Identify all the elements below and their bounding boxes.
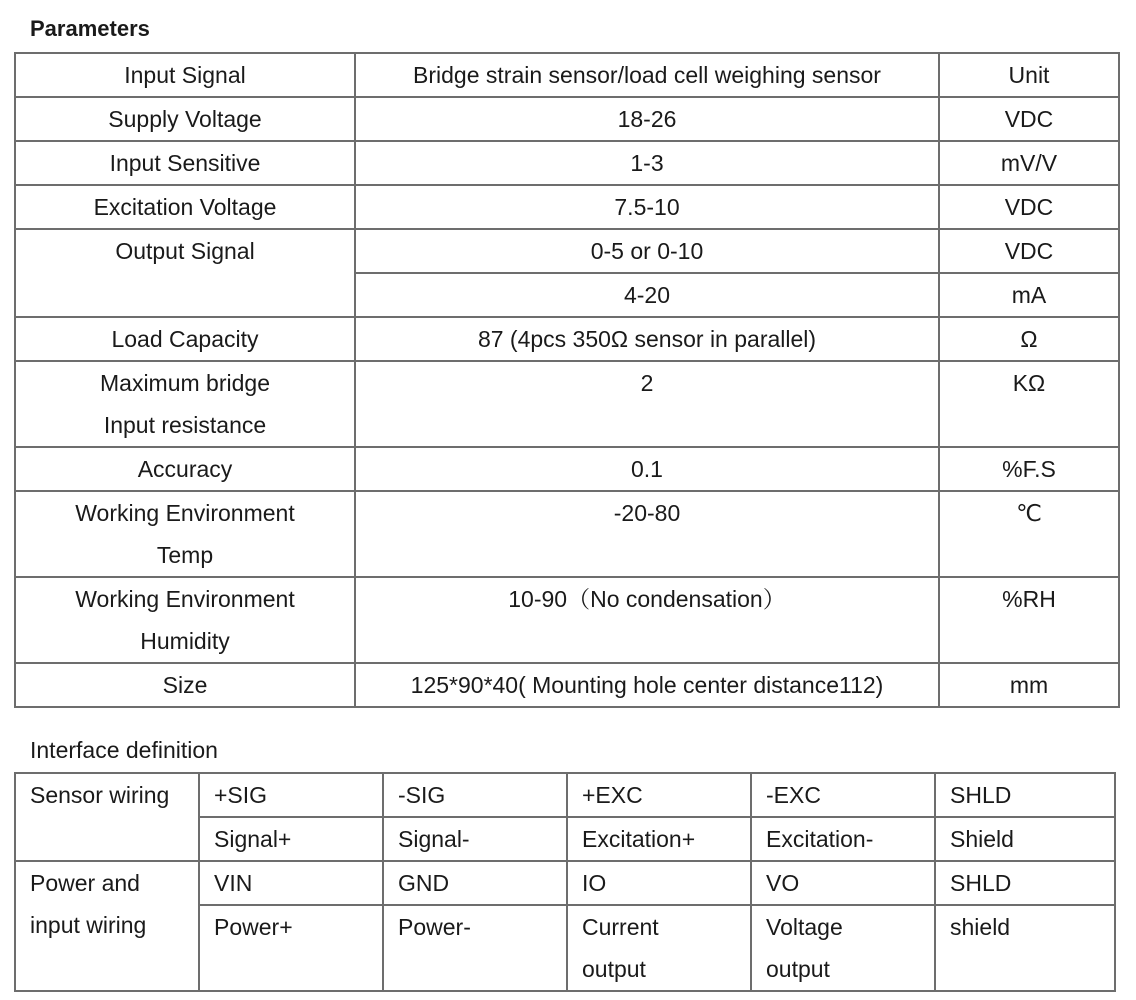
param-name (15, 491, 355, 577)
pin-code: VO (751, 861, 935, 905)
param-name: Excitation Voltage (15, 185, 355, 229)
param-unit: mA (939, 273, 1119, 317)
table-row (15, 447, 1119, 491)
wiring-group-label-line: Power and (30, 870, 140, 896)
wiring-group-label (15, 861, 199, 991)
wiring-group-label-line: input wiring (30, 912, 147, 938)
param-value: 18-26 (355, 97, 939, 141)
param-value: 87 (4pcs 350Ω sensor in parallel) (355, 317, 939, 361)
pin-name-line: Power- (398, 914, 471, 940)
param-name-line: Input resistance (103, 412, 267, 438)
param-unit: VDC (939, 97, 1119, 141)
param-name: Size (15, 663, 355, 707)
wiring-group-label: Sensor wiring (15, 773, 199, 861)
table-row (15, 577, 1119, 663)
param-name: Input Sensitive (15, 141, 355, 185)
pin-code: IO (567, 861, 751, 905)
pin-name-line: output (582, 956, 646, 982)
param-value: 2 (355, 361, 939, 447)
table-row (15, 185, 1119, 229)
pin-code: -SIG (383, 773, 567, 817)
parameters-table (14, 52, 1120, 708)
param-unit: VDC (939, 185, 1119, 229)
param-name: Load Capacity (15, 317, 355, 361)
param-name-line: Maximum bridge (100, 370, 270, 396)
interface-title: Interface definition (30, 737, 218, 763)
param-unit: %RH (939, 577, 1119, 663)
param-value: 0-5 or 0-10 (355, 229, 939, 273)
param-unit: VDC (939, 229, 1119, 273)
parameters-title: Parameters (30, 16, 150, 41)
pin-code: GND (383, 861, 567, 905)
param-name: Accuracy (15, 447, 355, 491)
table-row (15, 861, 1115, 905)
param-unit: mV/V (939, 141, 1119, 185)
table-row (15, 97, 1119, 141)
param-name-line: Humidity (140, 628, 230, 654)
table-row (15, 317, 1119, 361)
pin-name (199, 905, 383, 991)
param-value: 10-90（No condensation） (355, 577, 939, 663)
table-row (15, 361, 1119, 447)
param-name (15, 361, 355, 447)
table-row (15, 141, 1119, 185)
param-unit: %F.S (939, 447, 1119, 491)
pin-name-line: Current (582, 914, 659, 940)
param-value: 1-3 (355, 141, 939, 185)
pin-code: -EXC (751, 773, 935, 817)
param-name-line: Working Environment (75, 586, 295, 612)
param-value: 0.1 (355, 447, 939, 491)
param-unit: ℃ (939, 491, 1119, 577)
pin-name-line: Power+ (214, 914, 293, 940)
pin-name: Shield (935, 817, 1115, 861)
param-name-line: Working Environment (75, 500, 295, 526)
table-row (15, 773, 1115, 817)
pin-code: +EXC (567, 773, 751, 817)
pin-name: Signal+ (199, 817, 383, 861)
header-sensor-type: Bridge strain sensor/load cell weighing sensor (355, 53, 939, 97)
param-name-line: Temp (156, 542, 214, 568)
pin-name (935, 905, 1115, 991)
pin-code: +SIG (199, 773, 383, 817)
param-unit: Ω (939, 317, 1119, 361)
pin-code: SHLD (935, 773, 1115, 817)
pin-code: SHLD (935, 861, 1115, 905)
param-unit: KΩ (939, 361, 1119, 447)
pin-name (567, 905, 751, 991)
param-name: Output Signal (15, 229, 355, 317)
param-value: 7.5-10 (355, 185, 939, 229)
pin-name: Excitation- (751, 817, 935, 861)
param-value: 125*90*40( Mounting hole center distance112) (355, 663, 939, 707)
param-value: -20-80 (355, 491, 939, 577)
table-row (15, 229, 1119, 273)
param-name: Supply Voltage (15, 97, 355, 141)
param-name (15, 577, 355, 663)
table-header-row (15, 53, 1119, 97)
interface-table (14, 772, 1116, 992)
header-unit: Unit (939, 53, 1119, 97)
table-row (15, 491, 1119, 577)
table-row (15, 663, 1119, 707)
pin-name-line: Voltage (766, 914, 843, 940)
pin-name: Excitation+ (567, 817, 751, 861)
param-value: 4-20 (355, 273, 939, 317)
pin-code: VIN (199, 861, 383, 905)
pin-name (383, 905, 567, 991)
pin-name-line: shield (950, 914, 1011, 940)
pin-name: Signal- (383, 817, 567, 861)
pin-name-line: output (766, 956, 830, 982)
header-input-signal: Input Signal (15, 53, 355, 97)
pin-name (751, 905, 935, 991)
param-unit: mm (939, 663, 1119, 707)
